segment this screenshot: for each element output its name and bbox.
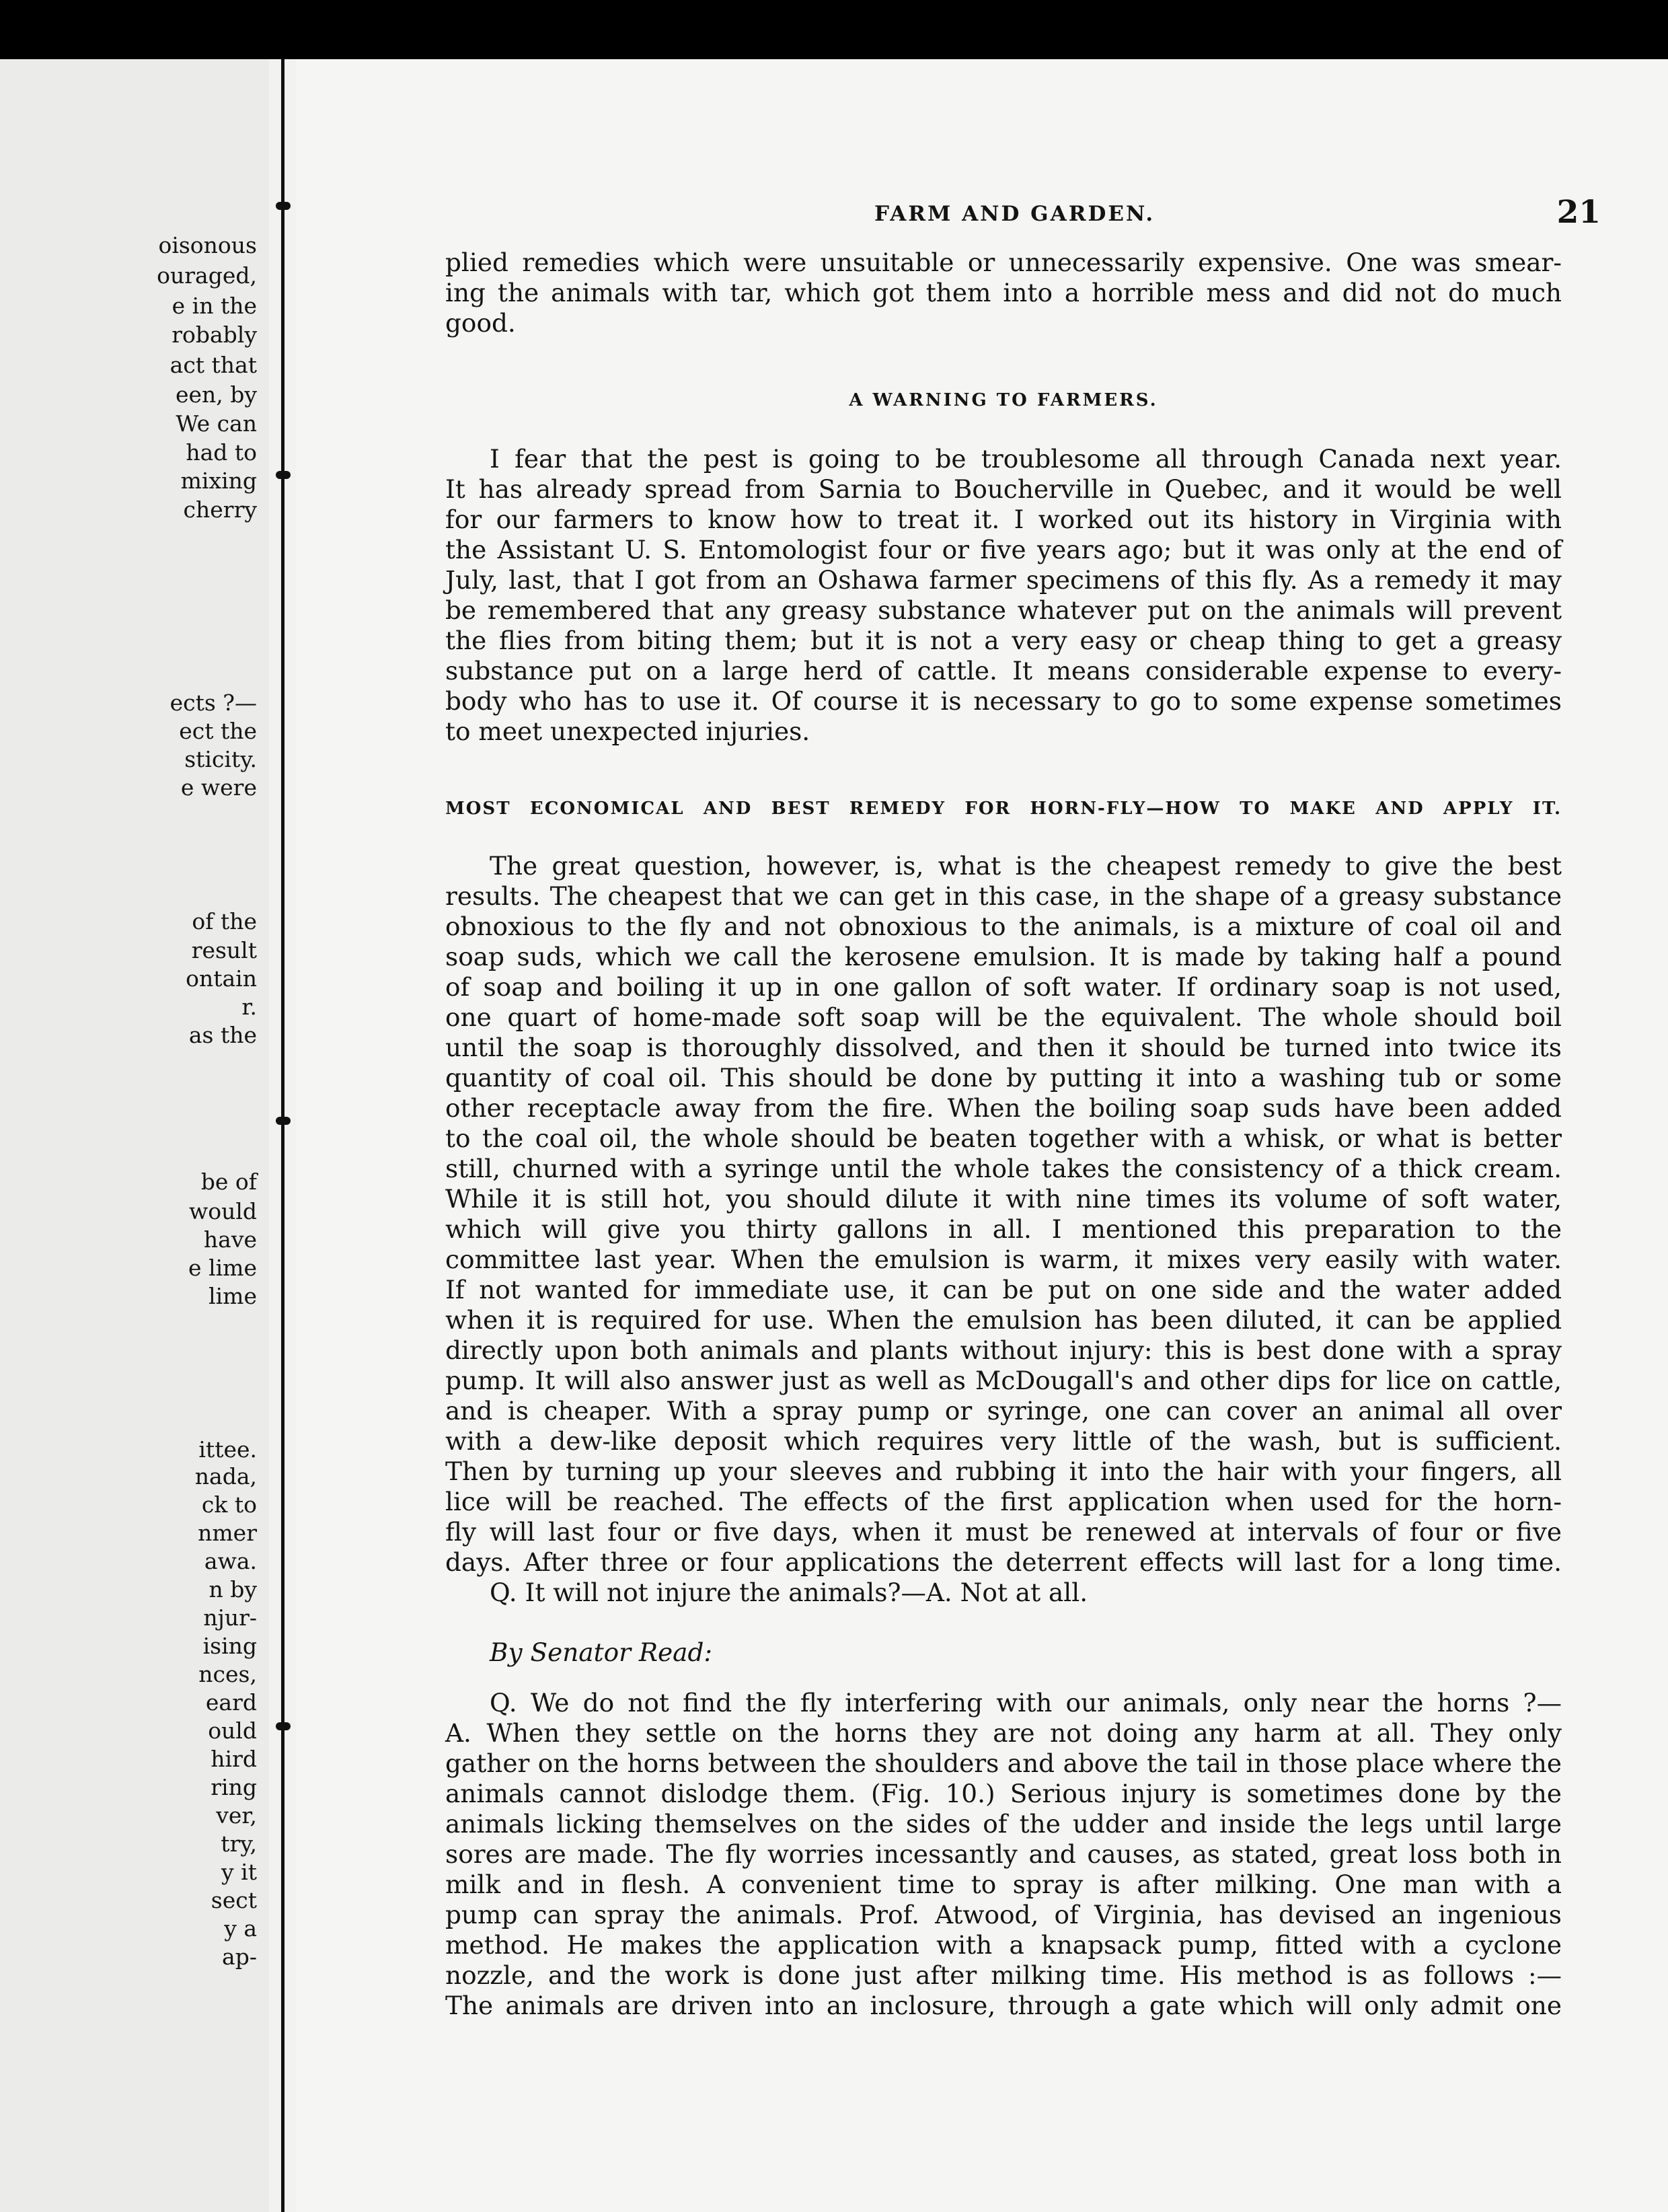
facing-page-line: r. xyxy=(241,994,257,1020)
facing-page-line: nces, xyxy=(198,1661,257,1687)
text-line: soap suds, which we call the kerosene emulsion. It is made by taking half a pound xyxy=(445,942,1562,971)
text-line: results. The cheapest that we can get in this case, in the shape of a greasy substance xyxy=(445,881,1562,911)
facing-page-line: result xyxy=(191,937,257,963)
text-line: directly upon both animals and plants without injury: this is best done with a spray xyxy=(445,1335,1562,1365)
text-line: If not wanted for immediate use, it can be put on one side and the water added xyxy=(445,1275,1562,1304)
facing-page-line: be of xyxy=(200,1169,257,1195)
text-line: ing the animals with tar, which got them into a horrible mess and did not do much xyxy=(445,278,1562,307)
text-line: Q. We do not find the fly interfering with our animals, only near the horns ?— xyxy=(490,1688,1562,1718)
facing-page-line: awa. xyxy=(204,1548,257,1574)
text-line: The animals are driven into an inclosure, through a gate which will only admit one xyxy=(445,1991,1562,2020)
facing-page-line: as the xyxy=(188,1022,257,1048)
facing-page-line: sticity. xyxy=(184,746,257,772)
facing-page-line: eard xyxy=(205,1689,257,1716)
facing-page-line: of the xyxy=(192,908,257,934)
book-page xyxy=(296,59,1668,2212)
facing-page-line: We can xyxy=(176,410,257,437)
facing-page-line: e lime xyxy=(188,1255,257,1281)
facing-page-fragment xyxy=(0,59,269,2212)
text-line: be remembered that any greasy substance whatever put on the animals will prevent xyxy=(445,595,1562,625)
facing-page-line: y it xyxy=(221,1859,257,1885)
text-line: until the soap is thoroughly dissolved, and then it should be turned into twice its xyxy=(445,1033,1562,1062)
section-heading: MOST ECONOMICAL AND BEST REMEDY FOR HORN-FLY—HOW TO MAKE AND APPLY IT. xyxy=(445,799,1562,819)
text-line: gather on the horns between the shoulders and above the tail in those place where the xyxy=(445,1748,1562,1778)
text-line: sores are made. The fly worries incessantly and causes, as stated, great loss both in xyxy=(445,1839,1562,1869)
text-line: still, churned with a syringe until the whole takes the consistency of a thick cream. xyxy=(445,1154,1562,1183)
facing-page-line: nada, xyxy=(194,1463,257,1489)
text-line: milk and in flesh. A convenient time to spray is after milking. One man with a xyxy=(445,1870,1562,1899)
binding-stitch-mark xyxy=(276,1117,291,1125)
text-line: substance put on a large herd of cattle. It means considerable expense to every- xyxy=(445,656,1562,686)
facing-page-line: ouraged, xyxy=(157,262,257,289)
binding-stitch-line xyxy=(281,59,285,2212)
text-line: animals licking themselves on the sides of the udder and inside the legs until large xyxy=(445,1809,1562,1839)
facing-page-line: ontain xyxy=(186,965,257,992)
text-line: the Assistant U. S. Entomologist four or five years ago; but it was only at the end of xyxy=(445,535,1562,564)
question-answer: Q. It will not injure the animals?—A. Not at all. xyxy=(490,1578,1088,1607)
text-line: plied remedies which were unsuitable or unnecessarily expensive. One was smear- xyxy=(445,248,1562,277)
facing-page-line: try, xyxy=(221,1831,257,1857)
text-line: when it is required for use. When the emulsion has been diluted, it can be applied xyxy=(445,1305,1562,1335)
section-heading: A WARNING TO FARMERS. xyxy=(849,390,1158,410)
binding-stitch-mark xyxy=(276,202,291,210)
text-line: pump can spray the animals. Prof. Atwood, of Virginia, has devised an ingenious xyxy=(445,1900,1562,1929)
text-line: method. He makes the application with a knapsack pump, fitted with a cyclone xyxy=(445,1930,1562,1960)
paragraph xyxy=(445,851,1562,1578)
facing-page-line: ver, xyxy=(216,1802,257,1829)
text-line: It has already spread from Sarnia to Boucherville in Quebec, and it would be well xyxy=(445,474,1562,504)
paragraph xyxy=(445,1688,1562,2021)
text-line: good. xyxy=(445,308,516,338)
text-line: animals cannot dislodge them. (Fig. 10.) Serious injury is sometimes done by the xyxy=(445,1779,1562,1808)
binding-stitch-mark xyxy=(276,471,291,479)
text-line: body who has to use it. Of course it is necessary to go to some expense sometimes xyxy=(445,686,1562,716)
text-line: for our farmers to know how to treat it. I worked out its history in Virginia with xyxy=(445,505,1562,534)
text-line: July, last, that I got from an Oshawa farmer specimens of this fly. As a remedy it may xyxy=(445,565,1562,595)
facing-page-line: e were xyxy=(180,774,257,801)
facing-page-line: ould xyxy=(208,1718,257,1744)
text-line: lice will be reached. The effects of the first application when used for the horn- xyxy=(445,1487,1562,1516)
page-body xyxy=(445,248,1562,2021)
facing-page-line: y a xyxy=(224,1915,257,1942)
text-line: obnoxious to the fly and not obnoxious to the animals, is a mixture of coal oil and xyxy=(445,912,1562,941)
text-line: to meet unexpected injuries. xyxy=(445,716,810,746)
text-line: nozzle, and the work is done just after milking time. His method is as follows :— xyxy=(445,1960,1562,1990)
facing-page-line: ck to xyxy=(201,1491,257,1518)
running-head: FARM AND GARDEN. xyxy=(874,202,1155,226)
opening-paragraph xyxy=(445,248,1562,338)
facing-page-line: had to xyxy=(186,439,257,466)
text-line: which will give you thirty gallons in all. I mentioned this preparation to the xyxy=(445,1214,1562,1244)
text-line: of soap and boiling it up in one gallon of soft water. If ordinary soap is not used, xyxy=(445,972,1562,1002)
facing-page-line: would xyxy=(188,1198,257,1224)
facing-page-line: lime xyxy=(208,1283,257,1309)
text-line: I fear that the pest is going to be troublesome all through Canada next year. xyxy=(490,444,1562,474)
page-number: 21 xyxy=(1556,194,1601,231)
text-line: The great question, however, is, what is the cheapest remedy to give the best xyxy=(490,851,1562,881)
text-line: pump. It will also answer just as well as McDougall's and other dips for lice on cattle, xyxy=(445,1366,1562,1395)
text-line: fly will last four or five days, when it must be renewed at intervals of four or five xyxy=(445,1517,1562,1547)
text-line: A. When they settle on the horns they are not doing any harm at all. They only xyxy=(445,1718,1562,1748)
text-line: quantity of coal oil. This should be done by putting it into a washing tub or some xyxy=(445,1063,1562,1093)
facing-page-line: cherry xyxy=(183,496,257,523)
text-line: Then by turning up your sleeves and rubbing it into the hair with your fingers, all xyxy=(445,1457,1562,1486)
facing-page-line: nmer xyxy=(198,1520,257,1546)
text-line: one quart of home-made soft soap will be the equivalent. The whole should boil xyxy=(445,1002,1562,1032)
text-line: with a dew-like deposit which requires very little of the wash, but is sufficient. xyxy=(445,1426,1562,1456)
text-line: the flies from biting them; but it is not a very easy or cheap thing to get a greasy xyxy=(445,626,1562,655)
text-line: committee last year. When the emulsion is warm, it mixes very easily with water. xyxy=(445,1245,1562,1274)
facing-page-line: sect xyxy=(211,1887,257,1913)
facing-page-line: ect the xyxy=(179,718,257,744)
text-line: days. After three or four applications the deterrent effects will last for a long time. xyxy=(445,1547,1562,1577)
facing-page-line: een, by xyxy=(175,381,257,408)
facing-page-line: mixing xyxy=(180,468,257,494)
facing-page-line: njur- xyxy=(203,1605,257,1631)
page-header xyxy=(296,194,1668,241)
facing-page-line: have xyxy=(203,1226,257,1253)
facing-page-line: n by xyxy=(208,1576,257,1602)
facing-page-line: ittee. xyxy=(198,1436,257,1463)
text-line: to the coal oil, the whole should be beaten together with a whisk, or what is better xyxy=(445,1123,1562,1153)
facing-page-line: ects ?— xyxy=(169,690,257,716)
facing-page-line: hird xyxy=(211,1746,257,1772)
facing-page-line: robably xyxy=(172,322,257,348)
facing-page-line: ising xyxy=(202,1633,257,1659)
binding-stitch-mark xyxy=(276,1722,291,1730)
facing-page-line: ring xyxy=(211,1774,257,1800)
facing-page-line: e in the xyxy=(172,293,257,319)
text-line: other receptacle away from the fire. When the boiling soap suds have been added xyxy=(445,1093,1562,1123)
paragraph xyxy=(445,444,1562,747)
facing-page-line: ap- xyxy=(222,1944,257,1970)
text-line: and is cheaper. With a spray pump or syringe, one can cover an animal all over xyxy=(445,1396,1562,1426)
facing-page-line: oisonous xyxy=(158,232,257,258)
text-line: While it is still hot, you should dilute it with nine times its volume of soft water, xyxy=(445,1184,1562,1214)
facing-page-line: act that xyxy=(169,352,257,378)
speaker-label: By Senator Read: xyxy=(490,1637,713,1667)
